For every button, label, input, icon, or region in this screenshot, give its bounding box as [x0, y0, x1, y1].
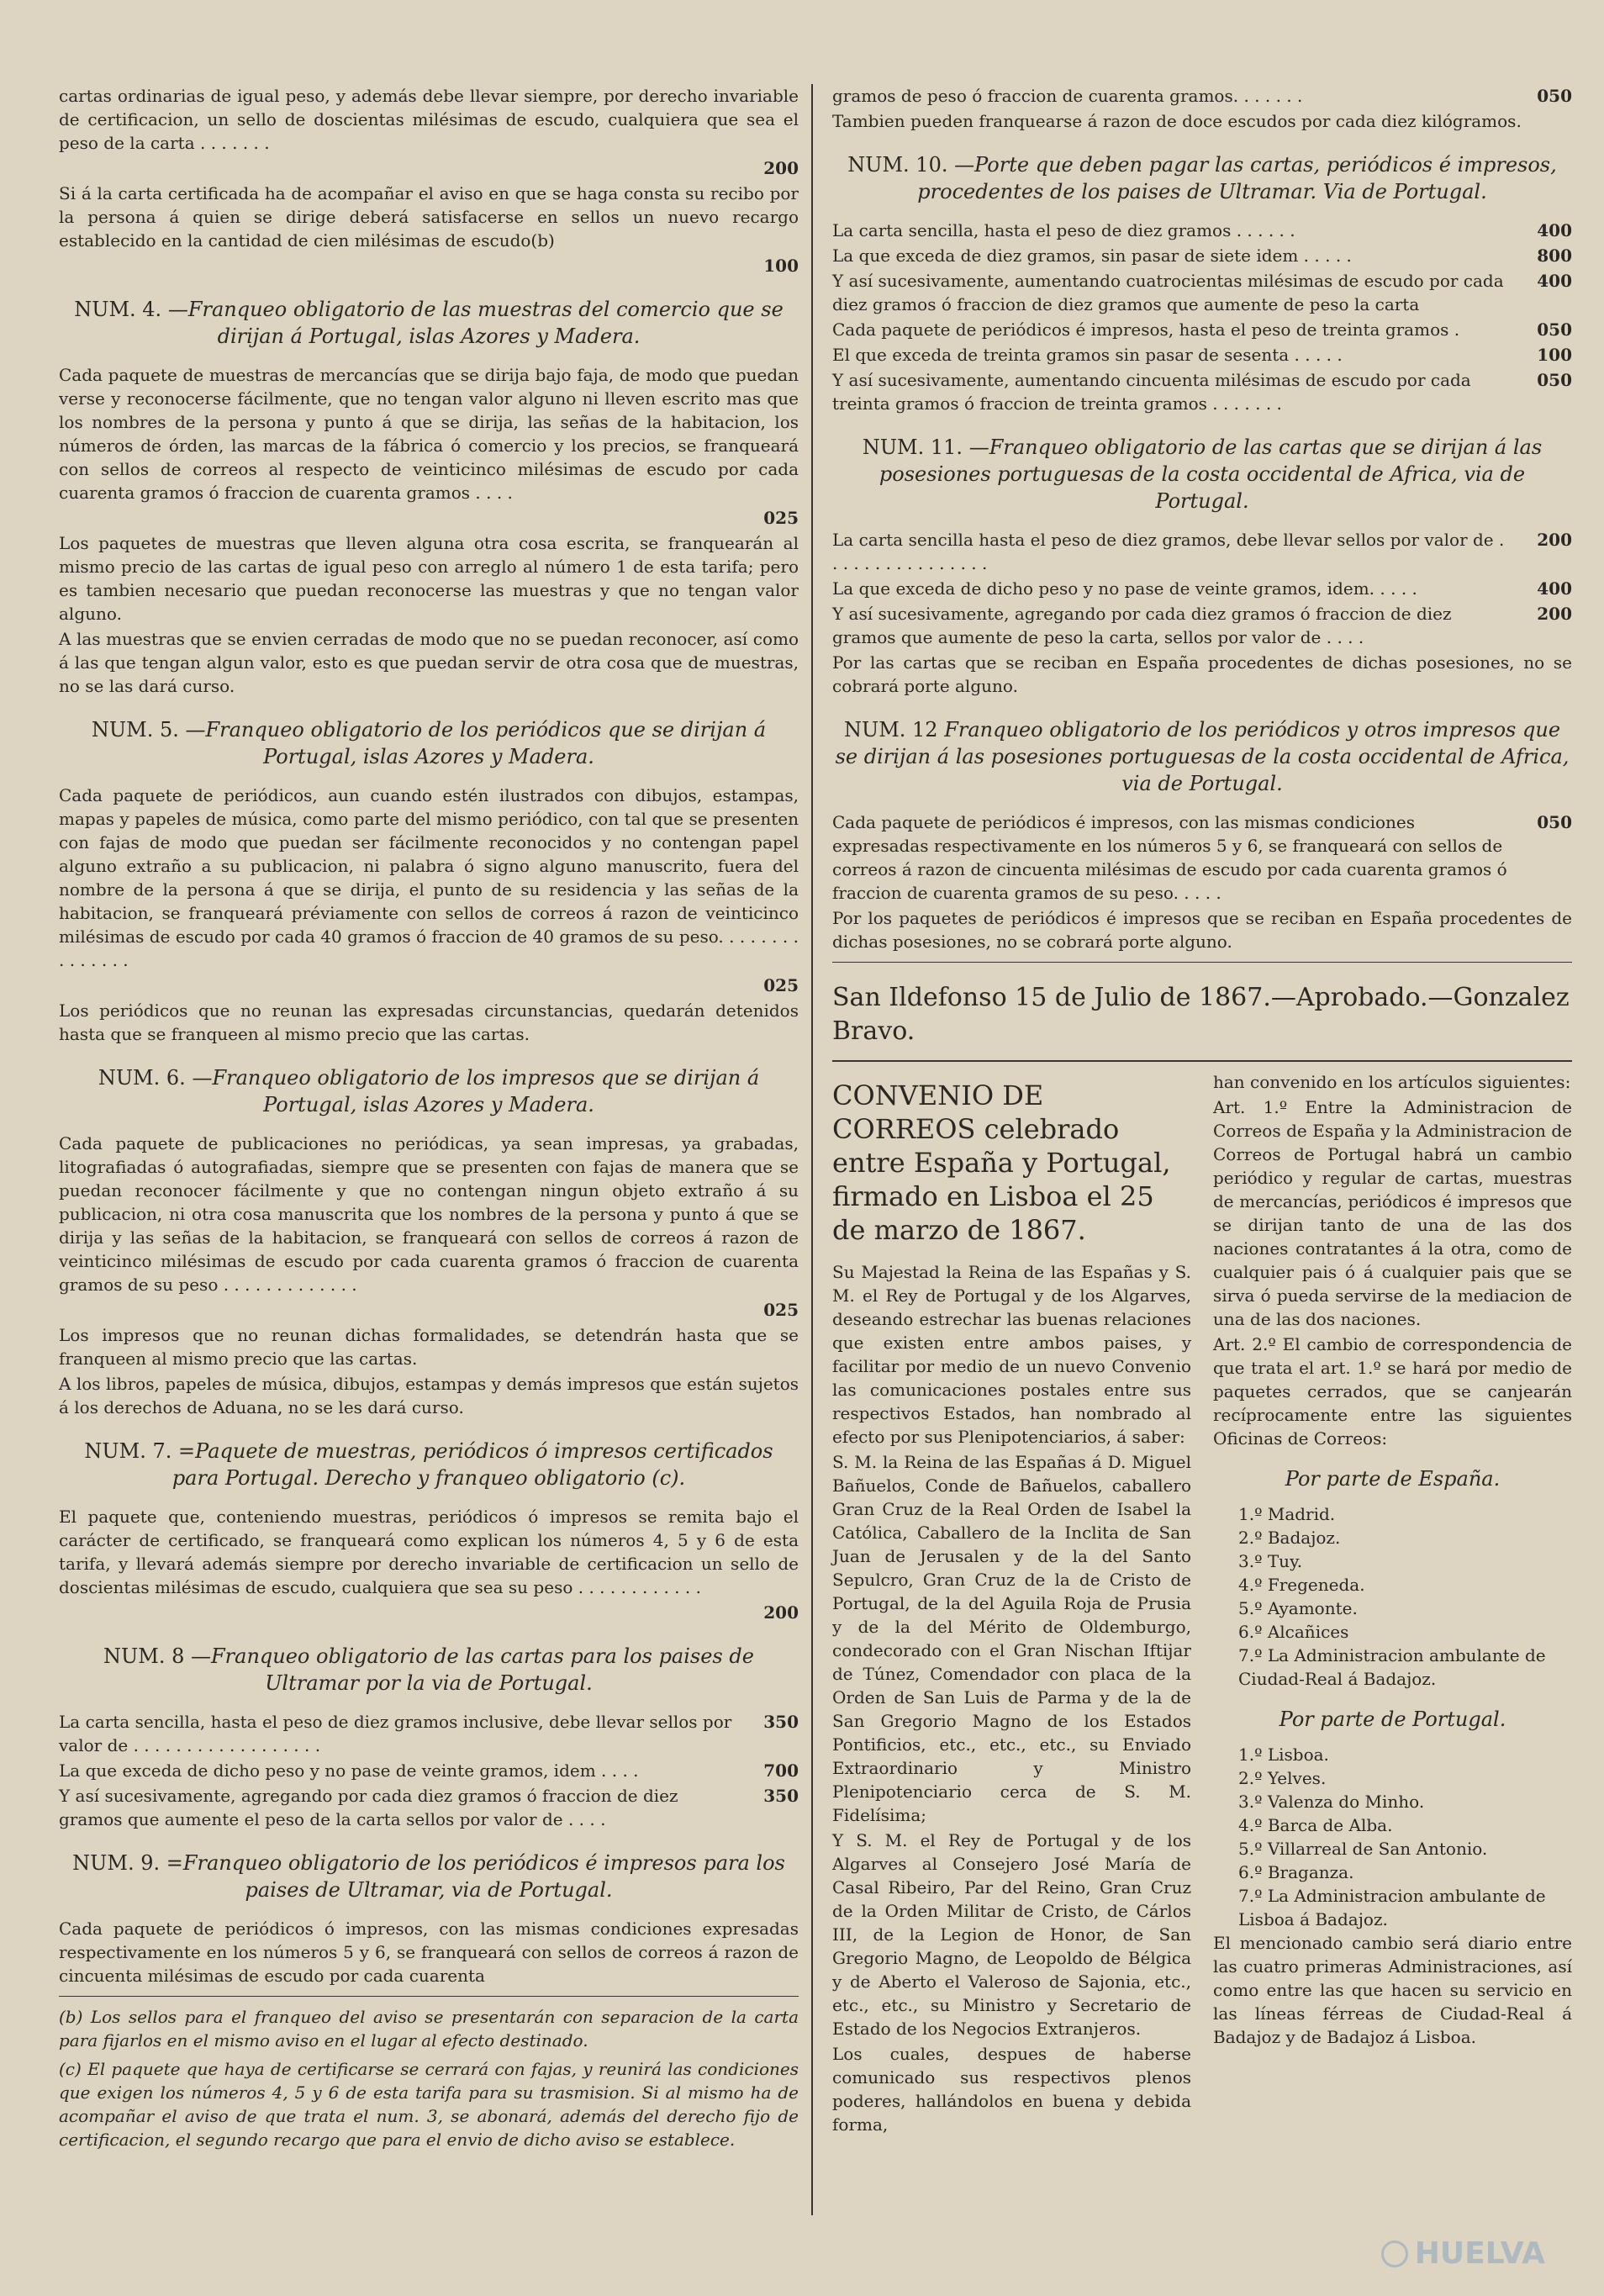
tariff-line-text: Y así sucesivamente, agregando por cada diez gramos ó fraccion de diez gramos que aumente de peso la carta, sellos por valor de . . . .: [832, 604, 1452, 647]
paragraph: A los libros, papeles de música, dibujos, estampas y demás impresos que están sujetos á los derechos de Aduana, no se les dará curso.: [59, 1374, 799, 1417]
paragraph: Por las cartas que se reciban en España procedentes de dichas posesiones, no se cobrará porte alguno.: [832, 652, 1572, 696]
portugal-office-item: 1.º Lisboa.: [1238, 1744, 1329, 1765]
tariff-line: [59, 974, 799, 997]
section-heading: [59, 296, 799, 350]
tariff-amount: 200: [1537, 530, 1572, 550]
portugal-office-item: 6.º Braganza.: [1238, 1862, 1354, 1882]
tariff-amount: 025: [763, 1300, 799, 1320]
section-heading: [59, 1438, 799, 1491]
tariff-line-text: Y así sucesivamente, aumentando cincuenta milésimas de escudo por cada treinta gramos ó fraccion de treinta gramos . . . . . . .: [832, 370, 1471, 414]
section-title: —Franqueo obligatorio de las cartas que se dirijan á las posesiones portuguesas de la costa occidental de Africa, via de Portugal.: [879, 435, 1543, 513]
tariff-line: [59, 254, 799, 277]
tariff-line-text: Cada paquete de periódicos é impresos, con las mismas condiciones expresadas respectivamente en los números 5 y 6, se franqueará con sellos de correos á razon de cincuenta milésimas de escudo por cada cuarenta gramos ó fraccion de cuarenta gramos de su peso. . . . .: [832, 812, 1507, 903]
convenio-column-b: [1213, 1070, 1572, 2138]
tariff-amount: 025: [763, 508, 799, 528]
tariff-line: [59, 1298, 799, 1322]
article-2: Art. 2.º El cambio de correspondencia de que trata el art. 1.º se hará por medio de paquetes cerrados, que se canjearán recíprocamente entre las siguientes Oficinas de Correos:: [1213, 1334, 1572, 1449]
tariff-amount: 050: [1537, 812, 1572, 832]
tariff-line-text: La carta sencilla, hasta el peso de diez gramos inclusive, debe llevar sellos por valor de . . . . . . . . . . . . . . . . . .: [59, 1712, 732, 1755]
convenio-column-a: [832, 1070, 1191, 2138]
section-rule: [832, 962, 1572, 963]
tariff-line-text: La carta sencilla hasta el peso de diez gramos, debe llevar sellos por valor de . . . . . . . . . . . . . . . .: [832, 530, 1505, 573]
espana-offices: [1213, 1502, 1572, 1691]
section-number: NUM. 8: [103, 1644, 185, 1668]
tariff-line: [832, 343, 1572, 367]
tariff-amount: 025: [763, 975, 799, 995]
paragraph: Los periódicos que no reunan las expresadas circunstancias, quedarán detenidos hasta que se franqueen al mismo precio que las cartas.: [59, 1000, 799, 1044]
tariff-amount: 200: [763, 1602, 799, 1623]
section-heading: [832, 434, 1572, 515]
tariff-line: [832, 810, 1572, 905]
section-heading: [59, 1064, 799, 1118]
portugal-offices: [1213, 1743, 1572, 1931]
convenio-paragraph: Los cuales, despues de haberse comunicado sus respectivos plenos poderes, hallándolos en buena y debida forma,: [832, 2044, 1191, 2135]
paragraph: Cada paquete de publicaciones no periódicas, ya sean impresas, ya grabadas, litografiadas ó autografiadas, siempre que se presenten con fajas de manera que se puedan reconocer fácilmente y que no contengan ningun objeto extraño á su publicacion, ni otra cosa manuscrita que los nombres de la persona y punto á que se dirija y las señas de la habitacion, se franqueará con sellos de correos á razon de veinticinco milésimas de escudo por cada cuarenta gramos ó fraccion de cuarenta gramos de su peso . . . . . . . . . . . . .: [59, 1133, 799, 1295]
section-title: =Franqueo obligatorio de los periódicos é impresos para los paises de Ultramar, via de Portugal.: [166, 1851, 785, 1902]
section-number: NUM. 4.: [74, 298, 162, 321]
convenio-paragraph: S. M. la Reina de las Españas á D. Miguel Bañuelos, Conde de Bañuelos, caballero Gran Cruz de la Real Orden de Isabel la Católica, Caballero de la Inclita de San Juan de Jerusalen y de la del Santo Sepulcro, Gran Cruz de la de Cristo de Portugal, de la del Aguila Roja de Prusia y de la del Mérito de Oldemburgo, condecorado con el Gran Nischan Iftijar de Túnez, Comendador con placa de la Orden de San Luis de Parma y de la de San Gregorio Magno de los Estados Pontificios, etc., etc., etc., su Enviado Extraordinario y Ministro Plenipotenciario cerca de S. M. Fidelísima;: [832, 1452, 1191, 1825]
tariff-amount: 100: [763, 256, 799, 276]
section-heading: [59, 716, 799, 770]
paragraph: Cada paquete de muestras de mercancías que se dirija bajo faja, de modo que puedan verse y reconocerse fácilmente, que no tengan valor alguno ni lleven escrito mas que los nombres de la persona y punto á que se dirija, las señas de la habitacion, los números de órden, las marcas de la fábrica ó comercio y los precios, se franqueará con sellos de correos al respecto de veinticinco milésimas de escudo por cada cuarenta gramos ó fraccion de cuarenta gramos . . . .: [59, 365, 799, 503]
section-title: —Franqueo obligatorio de los periódicos que se dirijan á Portugal, islas Azores y Madera.: [185, 718, 767, 768]
tariff-amount: 050: [1537, 370, 1572, 390]
tariff-continuation: [832, 84, 1572, 953]
convenio-intro: han convenido en los artículos siguientes:: [1213, 1072, 1571, 1092]
convenio-paragraph: Y S. M. el Rey de Portugal y de los Algarves al Consejero José María de Casal Ribeiro, Par del Reino, Gran Cruz de la Orden Militar de Cristo, de Cárlos III, de la Legion de Honor, de San Gregorio Magno, de Leopoldo de Bélgica y de Aberto el Valeroso de Sajonia, etc., etc., etc., su Ministro y Secretario de Estado de los Negocios Extranjeros.: [832, 1830, 1191, 2039]
convenio-rule: [832, 1060, 1572, 1062]
espana-office-item: 3.º Tuy.: [1238, 1551, 1303, 1571]
paragraph: Los impresos que no reunan dichas formalidades, se detendrán hasta que se franqueen al mismo precio que las cartas.: [59, 1325, 799, 1369]
tariff-line: [832, 368, 1572, 415]
tariff-line-text: La que exceda de diez gramos, sin pasar de siete idem . . . . .: [832, 245, 1352, 266]
tariff-line: [832, 219, 1572, 242]
paragraph: Cada paquete de periódicos, aun cuando estén ilustrados con dibujos, estampas, mapas y papeles de música, como parte del mismo periódico, con tal que se presenten con fajas de modo que puedan ser fácilmente reconocidos y no contengan papel alguno extraño a su publicacion, ni palabra ó signo alguno manuscrito, fuera del nombre de la persona á que se dirija, el punto de su residencia y las señas de la habitacion, se franqueará préviamente con sellos de correos á razon de veinticinco milésimas de escudo por cada 40 gramos ó fraccion de 40 gramos de su peso. . . . . . . . . . . . . . .: [59, 785, 799, 970]
section-number: NUM. 5.: [91, 718, 179, 742]
approval-line: San Ildefonso 15 de Julio de 1867.—Aprobado.—Gonzalez Bravo.: [832, 983, 1570, 1046]
tariff-amount: 050: [1537, 86, 1572, 106]
tariff-amount: 350: [763, 1786, 799, 1806]
paragraph: Cada paquete de periódicos ó impresos, con las mismas condiciones expresadas respectivamente en los números 5 y 6, se franqueará con sellos de correos á razon de cincuenta milésimas de escudo por cada cuarenta: [59, 1919, 799, 1986]
tariff-line: [832, 318, 1572, 341]
paragraph: El paquete que, conteniendo muestras, periódicos ó impresos se remita bajo el carácter de certificado, se franqueará como explican los números 4, 5 y 6 de esta tarifa, y llevará además siempre por derecho invariable de certificacion un sello de doscientas milésimas de escudo, cualquiera que sea su peso . . . . . . . . . . . .: [59, 1507, 799, 1597]
tariff-amount: 350: [763, 1712, 799, 1732]
tariff-line-text: La carta sencilla, hasta el peso de diez gramos . . . . . .: [832, 220, 1295, 240]
convenio-section: [832, 1070, 1572, 2138]
section-title: —Franqueo obligatorio de las muestras del comercio que se dirijan á Portugal, islas Azores y Madera.: [167, 298, 784, 348]
section-number: NUM. 6.: [98, 1066, 186, 1090]
tariff-line: [832, 269, 1572, 316]
portugal-heading: Por parte de Portugal.: [1279, 1707, 1506, 1731]
right-column: [832, 84, 1572, 2138]
section-number: NUM. 9.: [72, 1851, 161, 1875]
tariff-amount: 400: [1537, 271, 1572, 291]
portugal-office-item: 7.º La Administracion ambulante de Lisboa á Badajoz.: [1238, 1886, 1546, 1929]
tariff-line: [832, 577, 1572, 600]
convenio-closing: El mencionado cambio será diario entre las cuatro primeras Administraciones, así como entre las que hacen su servicio en las líneas férreas de Ciudad-Real á Badajoz y de Badajoz á Lisboa.: [1213, 1933, 1572, 2047]
article-1: Art. 1.º Entre la Administracion de Correos de España y la Administracion de Correos de Portugal habrá un cambio periódico y regular de cartas, muestras de mercancías, periódicos é impresos que se dirijan tanto de una de las dos naciones contratantes á la otra, como de cualquier pais ó á cualquier pais que se sirva ó pueda servirse de la mediacion de una de las dos naciones.: [1213, 1097, 1572, 1329]
portugal-office-item: 3.º Valenza do Minho.: [1238, 1792, 1425, 1812]
tariff-amount: 100: [1537, 345, 1572, 365]
tariff-line: [832, 244, 1572, 267]
tariff-line-text: El que exceda de treinta gramos sin pasar de sesenta . . . . .: [832, 345, 1343, 365]
espana-office-item: 6.º Alcañices: [1238, 1622, 1349, 1642]
section-number: NUM. 7.: [84, 1439, 172, 1463]
tariff-line: [59, 1784, 799, 1831]
archive-logo-icon: [1381, 2241, 1408, 2267]
section-number: NUM. 11.: [862, 435, 963, 459]
portugal-office-item: 4.º Barca de Alba.: [1238, 1815, 1393, 1835]
section-heading: [59, 1850, 799, 1903]
convenio-title: CONVENIO DE CORREOS celebrado entre España y Portugal, firmado en Lisboa el 25 de marzo de 1867.: [832, 1079, 1171, 1246]
column-divider: [811, 84, 813, 2215]
footnote-rule: [59, 1996, 799, 1997]
tariff-amount: 050: [1537, 319, 1572, 340]
archive-watermark: [1381, 2236, 1545, 2271]
espana-office-item: 4.º Fregeneda.: [1238, 1575, 1365, 1595]
tariff-line: [832, 528, 1572, 575]
section-number: NUM. 12: [843, 718, 938, 742]
tariff-line: [59, 506, 799, 530]
tariff-line-text: Cada paquete de periódicos é impresos, hasta el peso de treinta gramos .: [832, 319, 1460, 340]
tariff-amount: 200: [1537, 604, 1572, 624]
tariff-line: [832, 84, 1572, 108]
tariff-line: [832, 602, 1572, 649]
tariff-amount: 400: [1537, 220, 1572, 240]
paragraph: A las muestras que se envien cerradas de modo que no se puedan reconocer, así como á las que tengan algun valor, esto es que puedan servir de otra cosa que de muestras, no se las dará curso.: [59, 629, 799, 696]
section-number: NUM. 10.: [847, 153, 948, 177]
paragraph: Tambien pueden franquearse á razon de doce escudos por cada diez kilógramos.: [832, 111, 1522, 131]
tariff-line: [59, 156, 799, 180]
tariff-line: [59, 1601, 799, 1624]
paragraph: Por los paquetes de periódicos é impresos que se reciban en España procedentes de dichas posesiones, no se cobrará porte alguno.: [832, 908, 1572, 952]
espana-office-item: 1.º Madrid.: [1238, 1504, 1336, 1524]
portugal-office-item: 2.º Yelves.: [1238, 1768, 1327, 1788]
section-title: =Paquete de muestras, periódicos ó impresos certificados para Portugal. Derecho y franqueo obligatorio (c).: [171, 1439, 773, 1490]
paragraph: cartas ordinarias de igual peso, y además debe llevar siempre, por derecho invariable de certificacion, un sello de doscientas milésimas de escudo, cualquiera que sea el peso de la carta . . . . . . .: [59, 86, 799, 153]
footnote: (c) El paquete que haya de certificarse se cerrará con fajas, y reunirá las condiciones que exigen los números 4, 5 y 6 de esta tarifa para su trasmision. Si al mismo ha de acompañar el aviso de que trata el num. 3, se abonará, además del derecho fijo de certificacion, el segundo recargo que para el envio de dicho aviso se establece.: [59, 2059, 799, 2150]
tariff-line: [59, 1710, 799, 1757]
tariff-line-text: gramos de peso ó fraccion de cuarenta gramos. . . . . . .: [832, 86, 1303, 106]
espana-office-item: 5.º Ayamonte.: [1238, 1598, 1358, 1618]
tariff-line: [59, 1759, 799, 1782]
espana-office-item: 7.º La Administracion ambulante de Ciudad-Real á Badajoz.: [1238, 1645, 1546, 1689]
section-heading: [59, 1643, 799, 1697]
espana-office-item: 2.º Badajoz.: [1238, 1528, 1341, 1548]
section-title: Franqueo obligatorio de los periódicos y otros impresos que se dirijan á las posesiones portuguesas de la costa occidental de Africa, via de Portugal.: [835, 718, 1570, 795]
tariff-line-text: La que exceda de dicho peso y no pase de veinte gramos, idem. . . . .: [832, 578, 1417, 599]
tariff-amount: 800: [1537, 245, 1572, 266]
tariff-amount: 200: [763, 158, 799, 178]
portugal-office-item: 5.º Villarreal de San Antonio.: [1238, 1839, 1488, 1859]
tariff-amount: 700: [763, 1760, 799, 1781]
tariff-amount: 400: [1537, 578, 1572, 599]
section-title: —Franqueo obligatorio de las cartas para los paises de Ultramar por la via de Portugal.: [191, 1644, 754, 1695]
section-title: —Franqueo obligatorio de los impresos que se dirijan á Portugal, islas Azores y Madera.: [192, 1066, 760, 1116]
paragraph: Si á la carta certificada ha de acompañar el aviso en que se haga consta su recibo por la persona á quien se dirige deberá satisfacerse en sellos un nuevo recargo establecido en la cantidad de cien milésimas de escudo(b): [59, 183, 799, 251]
section-title: —Porte que deben pagar las cartas, periódicos é impresos, procedentes de los paises de Ultramar. Via de Portugal.: [917, 153, 1557, 203]
paragraph: Los paquetes de muestras que lleven alguna otra cosa escrita, se franquearán al mismo precio de las cartas de igual peso con arreglo al número 1 de esta tarifa; pero es tambien necesario que puedan reconocerse las muestras y que no tengan valor alguno.: [59, 533, 799, 624]
tariff-line-text: Y así sucesivamente, agregando por cada diez gramos ó fraccion de diez gramos que aumente el peso de la carta sellos por valor de . . . .: [59, 1786, 678, 1829]
section-heading: [832, 151, 1572, 205]
left-column: [59, 84, 799, 2156]
section-heading: [832, 716, 1572, 797]
tariff-line-text: Y así sucesivamente, aumentando cuatrocientas milésimas de escudo por cada diez gramos ó fraccion de diez gramos que aumente de peso la carta: [832, 271, 1504, 314]
convenio-paragraph: Su Majestad la Reina de las Españas y S. M. el Rey de Portugal y de los Algarves, deseando estrechar las buenas relaciones que existen entre ambos paises, y facilitar por medio de un nuevo Convenio las comunicaciones postales entre sus respectivos Estados, han nombrado al efecto por sus Plenipotenciarios, á saber:: [832, 1262, 1191, 1447]
footnote: (b) Los sellos para el franqueo del aviso se presentarán con separacion de la carta para fijarlos en el mismo aviso en el lugar al efecto destinado.: [59, 2007, 799, 2051]
espana-heading: Por parte de España.: [1285, 1467, 1501, 1491]
tariff-line-text: La que exceda de dicho peso y no pase de veinte gramos, idem . . . .: [59, 1760, 639, 1781]
watermark-text: HUELVA: [1414, 2236, 1545, 2271]
